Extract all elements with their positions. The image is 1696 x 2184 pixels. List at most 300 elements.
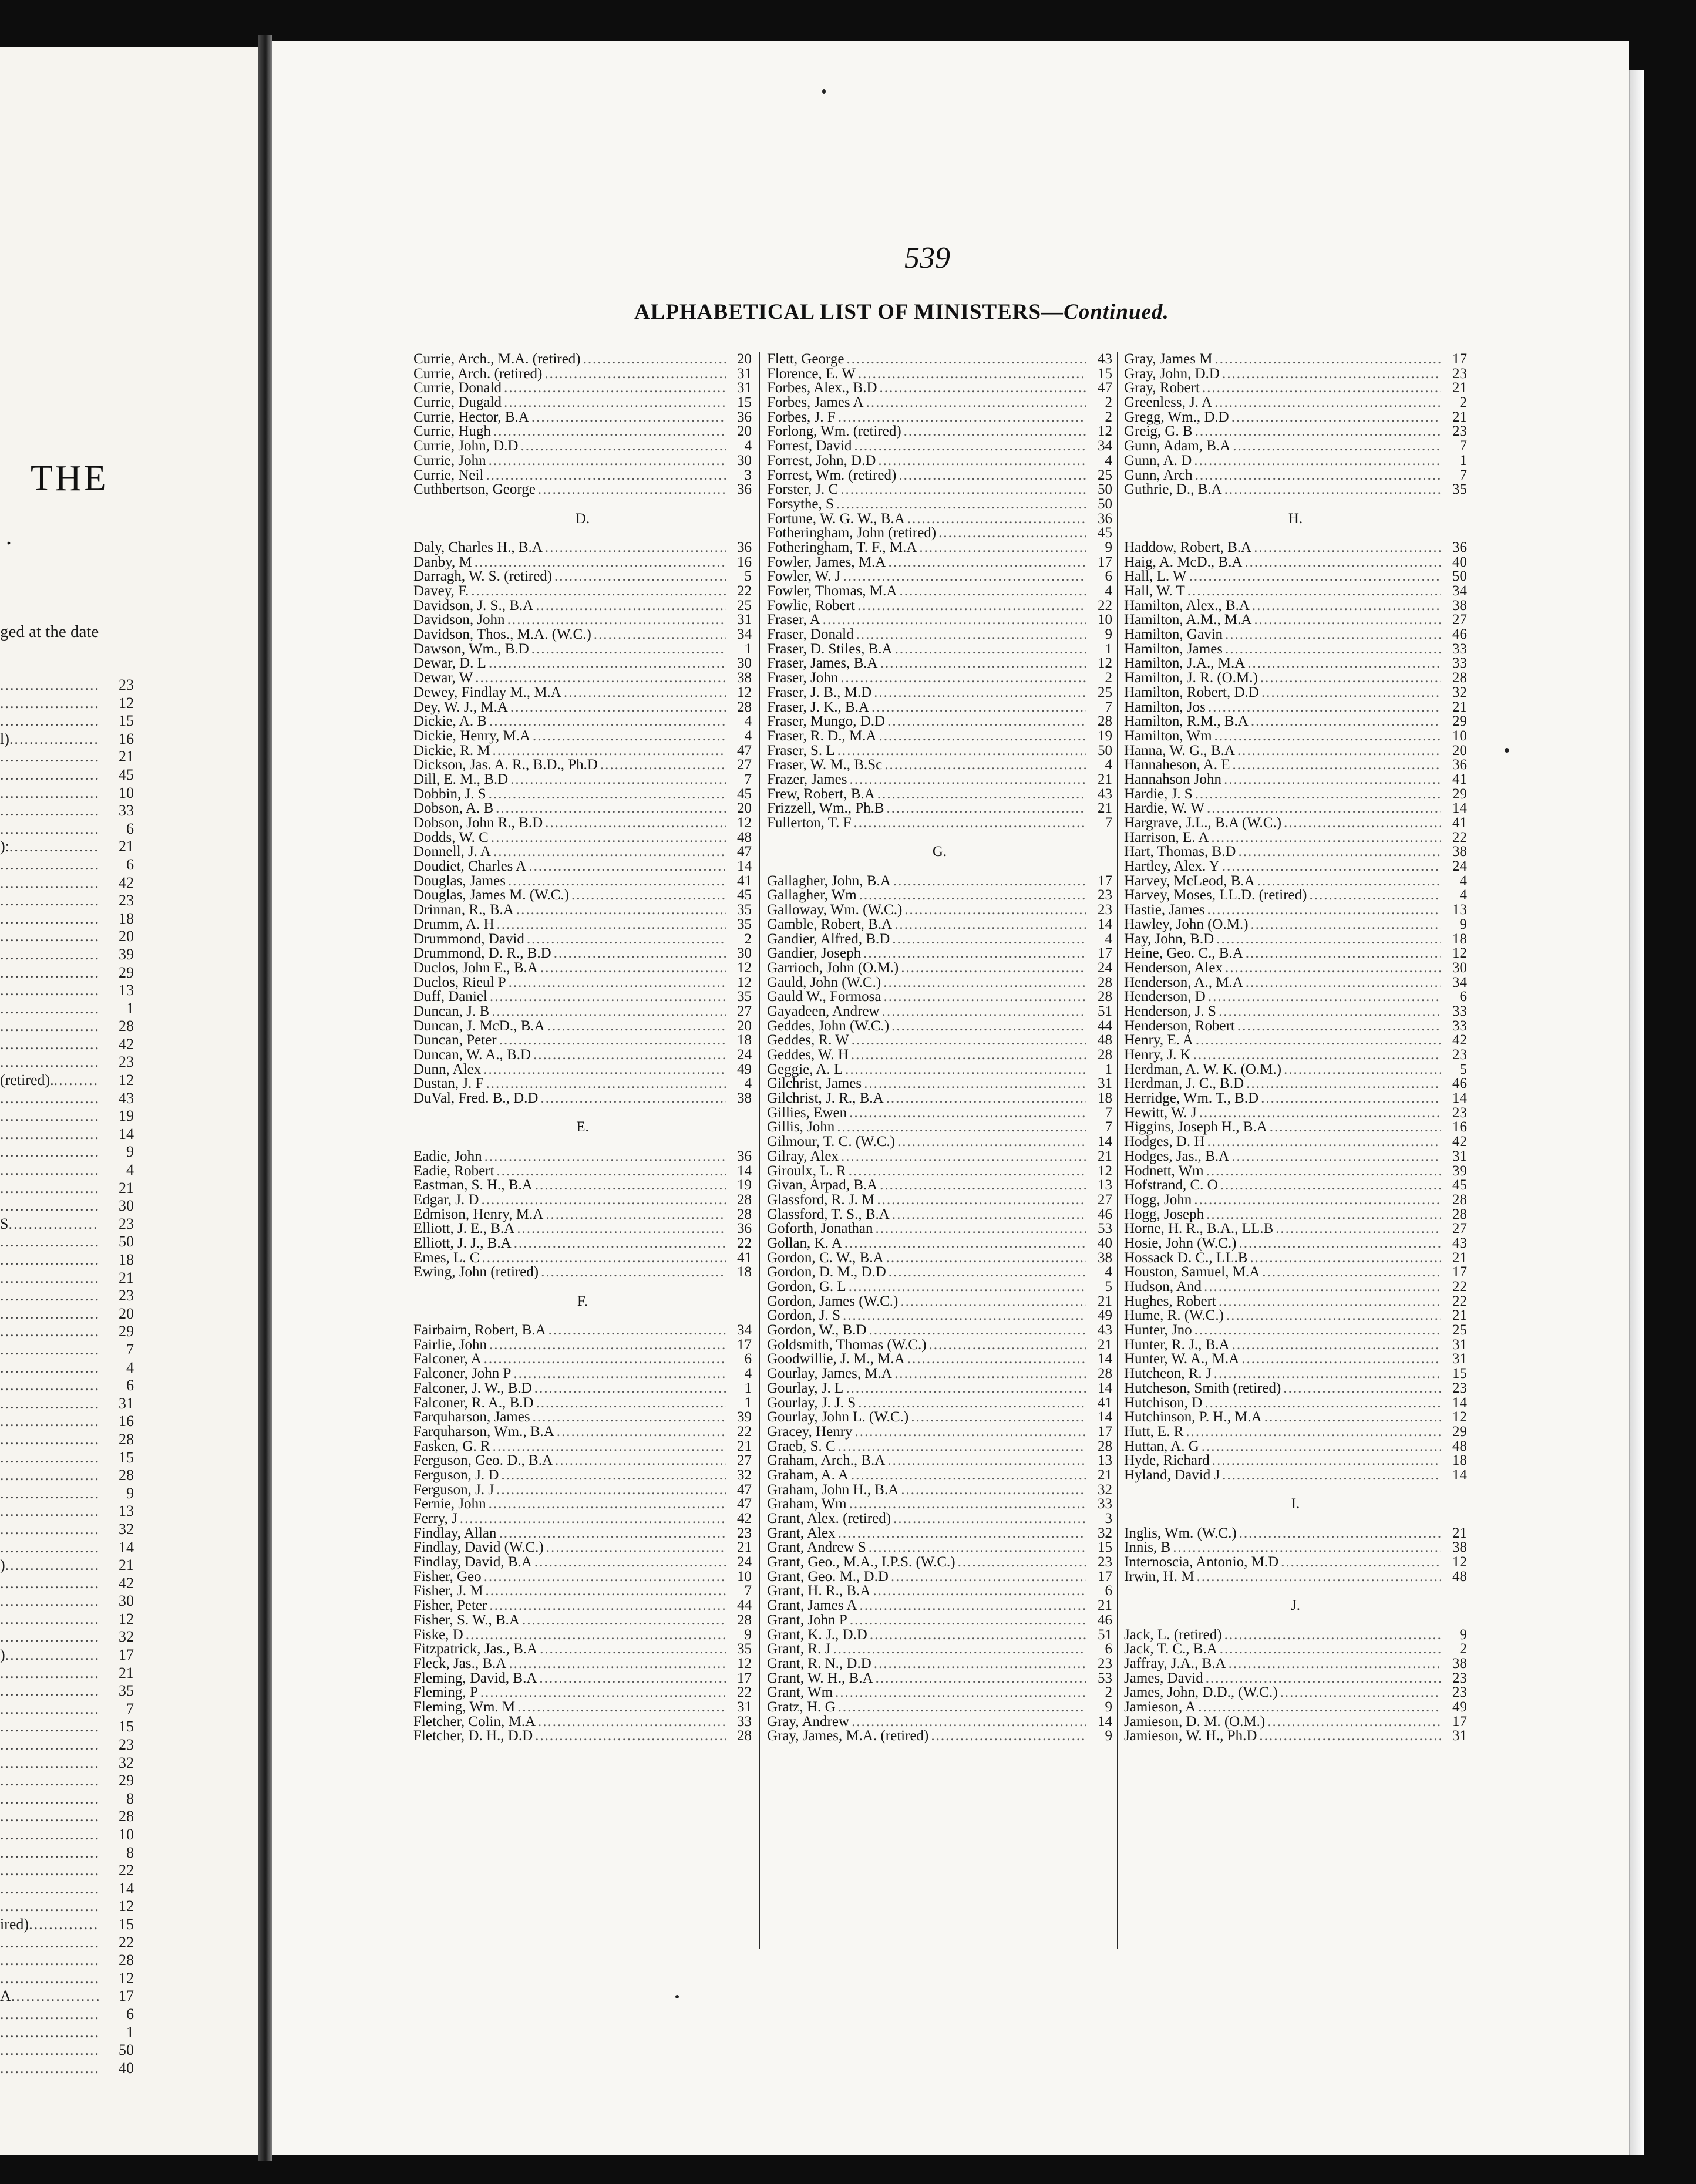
- minister-page-number: 28: [1098, 974, 1112, 990]
- dot-leader: [0, 1808, 99, 1826]
- dot-leader: [499, 1033, 726, 1048]
- dot-leader: [517, 1700, 726, 1715]
- facing-page-row: [0, 874, 258, 892]
- dot-leader: [0, 2024, 99, 2042]
- minister-page-number: 23: [1098, 1554, 1112, 1570]
- minister-name: Geggie, A. L: [767, 1061, 843, 1077]
- minister-entry: [767, 569, 1112, 584]
- facing-page-row: [0, 1359, 258, 1377]
- dot-leader: [1206, 1164, 1441, 1179]
- minister-name: Hyland, David J: [1124, 1467, 1220, 1483]
- minister-page-number: 45: [1098, 525, 1112, 541]
- section-letter: E.: [576, 1119, 589, 1135]
- minister-name: Gordon, C. W., B.A: [767, 1249, 884, 1266]
- dot-leader: [0, 1323, 99, 1341]
- minister-page-number: 24: [1452, 858, 1467, 875]
- minister-name: Grant, Geo. M., D.D: [767, 1568, 889, 1585]
- minister-entry: [767, 1541, 1112, 1555]
- minister-name: Grant, James A: [767, 1597, 857, 1614]
- minister-page-number: 21: [737, 1438, 752, 1454]
- minister-name: Glassford, R. J. M: [767, 1191, 875, 1208]
- minister-name: Gilchrist, J. R., B.A: [767, 1090, 884, 1107]
- minister-page-number: 30: [1452, 959, 1467, 976]
- dot-leader: [489, 1599, 726, 1613]
- minister-entry: [767, 729, 1112, 744]
- dot-leader: [1195, 424, 1441, 439]
- dot-leader: [1237, 1019, 1441, 1034]
- minister-page-number: 4: [1105, 757, 1112, 773]
- dot-leader: [931, 1729, 1086, 1744]
- minister-page-number: 21: [1098, 1293, 1112, 1309]
- minister-page-number: 29: [1452, 786, 1467, 802]
- dot-leader: [1189, 569, 1441, 584]
- minister-name: Huttan, A. G: [1124, 1438, 1199, 1454]
- minister-name: Gallagher, John, B.A: [767, 872, 891, 889]
- minister-entry: [1124, 1106, 1467, 1121]
- minister-page-number: 12: [737, 815, 752, 831]
- minister-name: Jamieson, W. H., Ph.D: [1124, 1728, 1257, 1744]
- facing-row-page: 10: [119, 784, 134, 801]
- minister-name: Herridge, Wm. T., B.D: [1124, 1090, 1259, 1107]
- facing-page-row: [0, 1610, 258, 1629]
- minister-page-number: 20: [1452, 742, 1467, 759]
- minister-page-number: 4: [1105, 1264, 1112, 1280]
- minister-name: Hamilton, James: [1124, 641, 1223, 657]
- dot-leader: [835, 1686, 1086, 1700]
- minister-page-number: 47: [1098, 380, 1112, 396]
- facing-row-text: ): [0, 1646, 5, 1664]
- dot-leader: [493, 424, 726, 439]
- dot-leader: [504, 396, 726, 410]
- minister-entry: [767, 1410, 1112, 1425]
- page-number: 539: [904, 241, 950, 275]
- dot-leader: [846, 352, 1086, 367]
- dot-leader: [0, 1179, 99, 1198]
- facing-page-row: [0, 1071, 258, 1090]
- minister-page-number: 33: [1452, 1003, 1467, 1019]
- minister-name: Goodwillie, J. M., M.A: [767, 1351, 905, 1367]
- minister-name: DuVal, Fred. B., D.D: [413, 1090, 539, 1107]
- minister-entry: [767, 1019, 1112, 1034]
- minister-page-number: 4: [744, 1366, 752, 1382]
- dot-leader: [874, 686, 1086, 700]
- minister-name: Hartley, Alex. Y: [1124, 858, 1220, 875]
- minister-entry: [1124, 352, 1467, 367]
- minister-name: Hawley, John (O.M.): [1124, 916, 1249, 932]
- minister-name: Hogg, John: [1124, 1191, 1192, 1208]
- minister-page-number: 2: [1459, 395, 1467, 411]
- minister-page-number: 46: [1452, 626, 1467, 643]
- minister-page-number: 4: [744, 1076, 752, 1092]
- minister-name: Frizzell, Wm., Ph.B: [767, 800, 884, 817]
- minister-entry: [413, 1150, 752, 1164]
- minister-name: Jack, L. (retired): [1124, 1626, 1222, 1643]
- minister-name: Geddes, John (W.C.): [767, 1017, 890, 1034]
- minister-entry: [413, 1440, 752, 1454]
- dot-leader: [489, 787, 726, 802]
- dot-leader: [858, 1396, 1086, 1411]
- dot-leader: [884, 758, 1086, 773]
- dot-leader: [858, 367, 1086, 382]
- minister-page-number: 22: [1452, 829, 1467, 845]
- minister-name: Dewar, W: [413, 670, 473, 686]
- minister-name: James, John, D.D., (W.C.): [1124, 1684, 1278, 1701]
- dot-leader: [1214, 352, 1441, 367]
- minister-name: Hutcheson, Smith (retired): [1124, 1380, 1281, 1396]
- minister-name: Gunn, Arch: [1124, 467, 1193, 483]
- dot-leader: [1214, 396, 1441, 410]
- minister-name: Fraser, Donald: [767, 626, 854, 643]
- dot-leader: [849, 1164, 1086, 1179]
- minister-name: Gilchrist, James: [767, 1076, 862, 1092]
- minister-entry: [1124, 1222, 1467, 1236]
- facing-row-page: 12: [119, 1897, 134, 1915]
- minister-name: Gordon, D. M., D.D: [767, 1264, 886, 1280]
- minister-page-number: 20: [737, 1017, 752, 1034]
- dot-leader: [1224, 1628, 1441, 1643]
- minister-entry: [767, 801, 1112, 816]
- minister-name: Galloway, Wm. (W.C.): [767, 902, 903, 918]
- minister-entry: [1124, 816, 1467, 831]
- dot-leader: [904, 903, 1086, 918]
- minister-page-number: 23: [1098, 1655, 1112, 1671]
- minister-entry: [413, 714, 752, 729]
- minister-page-number: 21: [1452, 380, 1467, 396]
- dot-leader: [0, 1036, 99, 1054]
- minister-page-number: 21: [1452, 699, 1467, 715]
- minister-entry: [413, 801, 752, 816]
- facing-row-page: 14: [119, 1538, 134, 1556]
- minister-name: Gunn, A. D: [1124, 452, 1192, 469]
- minister-entry: [1124, 410, 1467, 425]
- minister-entry: [413, 1642, 752, 1657]
- facing-page-row: [0, 1682, 258, 1700]
- minister-page-number: 44: [737, 1597, 752, 1614]
- facing-page-row: [0, 1179, 258, 1198]
- minister-page-number: 22: [1098, 597, 1112, 614]
- minister-page-number: 12: [1452, 945, 1467, 962]
- minister-name: Ewing, John (retired): [413, 1264, 539, 1280]
- minister-page-number: 15: [737, 395, 752, 411]
- minister-page-number: 32: [737, 1467, 752, 1483]
- dot-leader: [886, 1251, 1086, 1266]
- dot-leader: [1195, 787, 1441, 802]
- dot-leader: [864, 1077, 1086, 1091]
- minister-name: Gordon, G. L: [767, 1279, 846, 1295]
- minister-page-number: 2: [1105, 409, 1112, 425]
- facing-page-row: [0, 1736, 258, 1754]
- minister-page-number: 22: [737, 1423, 752, 1440]
- minister-name: Fraser, James, B.A: [767, 655, 878, 672]
- minister-entry: [767, 700, 1112, 715]
- spacer: [1124, 497, 1467, 512]
- minister-entry: [1124, 424, 1467, 439]
- minister-entry: [767, 1642, 1112, 1657]
- minister-name: Dickie, A. B: [413, 713, 487, 730]
- minister-entry: [767, 1120, 1112, 1135]
- facing-row-text: ):: [0, 838, 9, 855]
- minister-entry: [1124, 1077, 1467, 1091]
- dot-leader: [541, 1265, 726, 1280]
- minister-page-number: 20: [737, 351, 752, 367]
- spacer: [413, 1135, 752, 1150]
- minister-entry: [413, 1613, 752, 1628]
- dot-leader: [1231, 410, 1441, 425]
- facing-page-row: [0, 1233, 258, 1251]
- minister-name: Dewar, D. L: [413, 655, 486, 672]
- minister-page-number: 23: [737, 1525, 752, 1541]
- dot-leader: [0, 1539, 99, 1557]
- minister-name: Dickie, R. M: [413, 742, 490, 759]
- minister-page-number: 36: [737, 409, 752, 425]
- minister-name: Hughes, Robert: [1124, 1293, 1216, 1309]
- minister-name: Irwin, H. M: [1124, 1568, 1194, 1585]
- minister-page-number: 41: [1452, 771, 1467, 787]
- minister-name: Currie, Hugh: [413, 423, 491, 440]
- minister-entry: [413, 686, 752, 700]
- facing-row-text: S: [0, 1215, 9, 1232]
- minister-entry: [413, 1208, 752, 1222]
- facing-page-row: [0, 1090, 258, 1108]
- dot-leader: [894, 1367, 1086, 1381]
- minister-entry: [767, 1106, 1112, 1121]
- dot-leader: [1219, 1295, 1441, 1309]
- minister-entry: [1124, 1440, 1467, 1454]
- facing-page-row: [0, 730, 258, 749]
- minister-name: Dewey, Findlay M., M.A: [413, 684, 561, 700]
- minister-page-number: 34: [1452, 583, 1467, 599]
- minister-name: Gunn, Adam, B.A: [1124, 438, 1231, 454]
- section-letter: F.: [577, 1293, 588, 1309]
- minister-page-number: 41: [737, 872, 752, 889]
- dot-leader: [536, 599, 726, 614]
- facing-page-row: [0, 766, 258, 784]
- facing-page-row: [0, 1287, 258, 1305]
- minister-page-number: 6: [1105, 568, 1112, 585]
- minister-page-number: 31: [1098, 1076, 1112, 1092]
- facing-page-row: [0, 1036, 258, 1054]
- dot-leader: [0, 1305, 99, 1323]
- minister-name: Fraser, J. B., M.D: [767, 684, 872, 700]
- minister-entry: [767, 787, 1112, 802]
- dot-leader: [571, 888, 726, 903]
- minister-entry: [413, 642, 752, 657]
- minister-page-number: 27: [737, 1003, 752, 1019]
- dot-leader: [0, 1952, 99, 1970]
- minister-page-number: 47: [737, 742, 752, 759]
- dot-leader: [1225, 642, 1441, 657]
- dot-leader: [1199, 1106, 1441, 1121]
- facing-page-row: [0, 1143, 258, 1161]
- minister-entry: [413, 469, 752, 483]
- minister-entry: [413, 1584, 752, 1599]
- minister-page-number: 38: [737, 1090, 752, 1107]
- facing-page-row: [0, 1215, 258, 1233]
- minister-name: Hamilton, Gavin: [1124, 626, 1223, 643]
- minister-name: Gauld, John (W.C.): [767, 974, 881, 990]
- minister-entry: [767, 1483, 1112, 1498]
- minister-name: Hutchinson, P. H., M.A: [1124, 1409, 1262, 1425]
- minister-entry: [767, 1295, 1112, 1309]
- minister-page-number: 43: [1098, 351, 1112, 367]
- spacer: [1124, 1483, 1467, 1498]
- dot-leader: [1276, 1222, 1441, 1236]
- facing-page-row: [0, 1826, 258, 1844]
- print-speck: [1505, 748, 1509, 753]
- dot-leader: [508, 874, 726, 889]
- facing-page-row: [0, 1808, 258, 1826]
- minister-entry: [413, 1019, 752, 1034]
- facing-row-page: 12: [119, 694, 134, 712]
- facing-row-page: 15: [119, 1718, 134, 1735]
- facing-row-page: 29: [119, 1772, 134, 1789]
- facing-row-page: 9: [126, 1143, 134, 1161]
- minister-name: Gray, James, M.A. (retired): [767, 1728, 929, 1744]
- minister-entry: [767, 1033, 1112, 1048]
- minister-page-number: 47: [737, 844, 752, 860]
- minister-name: Grant, Andrew S: [767, 1539, 866, 1556]
- facing-row-page: 15: [119, 1915, 134, 1933]
- dot-leader: [482, 1251, 726, 1266]
- minister-page-number: 46: [1098, 1206, 1112, 1222]
- minister-entry: [1124, 758, 1467, 773]
- minister-page-number: 41: [737, 1249, 752, 1266]
- dot-leader: [880, 381, 1087, 396]
- dot-leader: [554, 946, 726, 961]
- dot-leader: [5, 1556, 99, 1575]
- dot-leader: [1262, 1265, 1441, 1280]
- minister-entry: [767, 1193, 1112, 1208]
- facing-page-row: [0, 1323, 258, 1341]
- dot-leader: [1207, 903, 1441, 918]
- facing-page-row: [0, 1377, 258, 1395]
- minister-entry: [1124, 541, 1467, 555]
- dot-leader: [876, 1671, 1086, 1686]
- minister-entry: [413, 1468, 752, 1483]
- minister-name: Fleming, David, B.A: [413, 1670, 537, 1686]
- minister-name: James, David: [1124, 1670, 1203, 1686]
- dot-leader: [9, 730, 99, 749]
- minister-page-number: 7: [1459, 467, 1467, 483]
- dot-leader: [531, 642, 726, 657]
- minister-entry: [413, 1063, 752, 1077]
- minister-entry: [413, 1193, 752, 1208]
- minister-entry: [767, 1251, 1112, 1266]
- minister-page-number: 34: [737, 1322, 752, 1339]
- facing-page-row: [0, 1521, 258, 1539]
- minister-page-number: 4: [1105, 931, 1112, 947]
- minister-name: Fotheringham, T. F., M.A: [767, 539, 917, 555]
- dot-leader: [513, 1367, 726, 1381]
- dot-leader: [1229, 1657, 1441, 1671]
- facing-page-row: [0, 695, 258, 713]
- dot-leader: [0, 1897, 99, 1916]
- minister-page-number: 23: [1098, 887, 1112, 904]
- minister-page-number: 16: [737, 554, 752, 570]
- facing-row-page: 17: [119, 1646, 134, 1664]
- dot-leader: [1254, 613, 1441, 628]
- dot-leader: [888, 555, 1086, 570]
- dot-leader: [876, 1222, 1086, 1236]
- minister-name: Haddow, Robert, B.A: [1124, 539, 1252, 555]
- minister-name: Geddes, R. W: [767, 1032, 849, 1049]
- minister-name: Heine, Geo. C., B.A: [1124, 945, 1243, 962]
- minister-entry: [767, 1555, 1112, 1570]
- minister-page-number: 1: [744, 1380, 752, 1396]
- minister-name: Gourlay, John L. (W.C.): [767, 1409, 909, 1425]
- minister-name: Fernie, John: [413, 1496, 486, 1512]
- dot-leader: [1239, 1526, 1441, 1541]
- dot-leader: [480, 1686, 726, 1700]
- minister-entry: [413, 1352, 752, 1367]
- minister-name: Haig, A. McD., B.A: [1124, 554, 1243, 570]
- minister-page-number: 43: [1098, 1322, 1112, 1339]
- facing-page-row: [0, 1575, 258, 1593]
- minister-name: Fotheringham, John (retired): [767, 525, 937, 541]
- minister-page-number: 21: [1098, 800, 1112, 817]
- dot-leader: [0, 1772, 99, 1790]
- dot-leader: [492, 1005, 726, 1019]
- minister-page-number: 12: [737, 974, 752, 990]
- dot-leader: [529, 860, 726, 874]
- facing-row-page: 13: [119, 982, 134, 999]
- minister-page-number: 27: [1098, 1191, 1112, 1208]
- minister-name: Hargrave, J.L., B.A (W.C.): [1124, 815, 1282, 831]
- minister-name: Fairbairn, Robert, B.A: [413, 1322, 546, 1339]
- minister-page-number: 7: [1105, 699, 1112, 715]
- minister-entry: [1124, 671, 1467, 686]
- minister-entry: [1124, 918, 1467, 932]
- dot-leader: [0, 748, 99, 766]
- minister-entry: [1124, 874, 1467, 889]
- dot-leader: [1251, 918, 1441, 932]
- minister-entry: [1124, 1425, 1467, 1440]
- minister-name: Houston, Samuel, M.A: [1124, 1264, 1260, 1280]
- minister-page-number: 28: [1098, 1366, 1112, 1382]
- minister-page-number: 39: [737, 1409, 752, 1425]
- spacer: [767, 860, 1112, 874]
- minister-page-number: 22: [737, 583, 752, 599]
- dot-leader: [894, 918, 1086, 932]
- dot-leader: [849, 1280, 1086, 1295]
- dot-leader: [516, 903, 726, 918]
- minister-name: Fisher, Peter: [413, 1597, 487, 1614]
- dot-leader: [838, 1700, 1086, 1715]
- dot-leader: [533, 1048, 726, 1063]
- dot-leader: [849, 1106, 1086, 1121]
- minister-page-number: 21: [1098, 1597, 1112, 1614]
- minister-name: Duncan, Peter: [413, 1032, 497, 1049]
- minister-page-number: 47: [737, 1481, 752, 1498]
- minister-entry: [767, 512, 1112, 527]
- dot-leader: [823, 613, 1086, 628]
- dot-leader: [496, 1164, 726, 1179]
- minister-name: Harvey, McLeod, B.A: [1124, 872, 1255, 889]
- minister-page-number: 17: [1452, 1264, 1467, 1280]
- minister-page-number: 7: [744, 1583, 752, 1599]
- minister-entry: [413, 845, 752, 860]
- spacer: [413, 497, 752, 512]
- minister-entry: [1124, 831, 1467, 845]
- dot-leader: [1259, 1729, 1441, 1744]
- facing-row-page: 6: [126, 820, 134, 837]
- facing-page-row: [0, 1952, 258, 1970]
- facing-page-row: [0, 1449, 258, 1467]
- minister-entry: [413, 352, 752, 367]
- minister-entry: [413, 1077, 752, 1091]
- minister-entry: [1124, 961, 1467, 976]
- minister-name: Forsythe, S: [767, 496, 834, 512]
